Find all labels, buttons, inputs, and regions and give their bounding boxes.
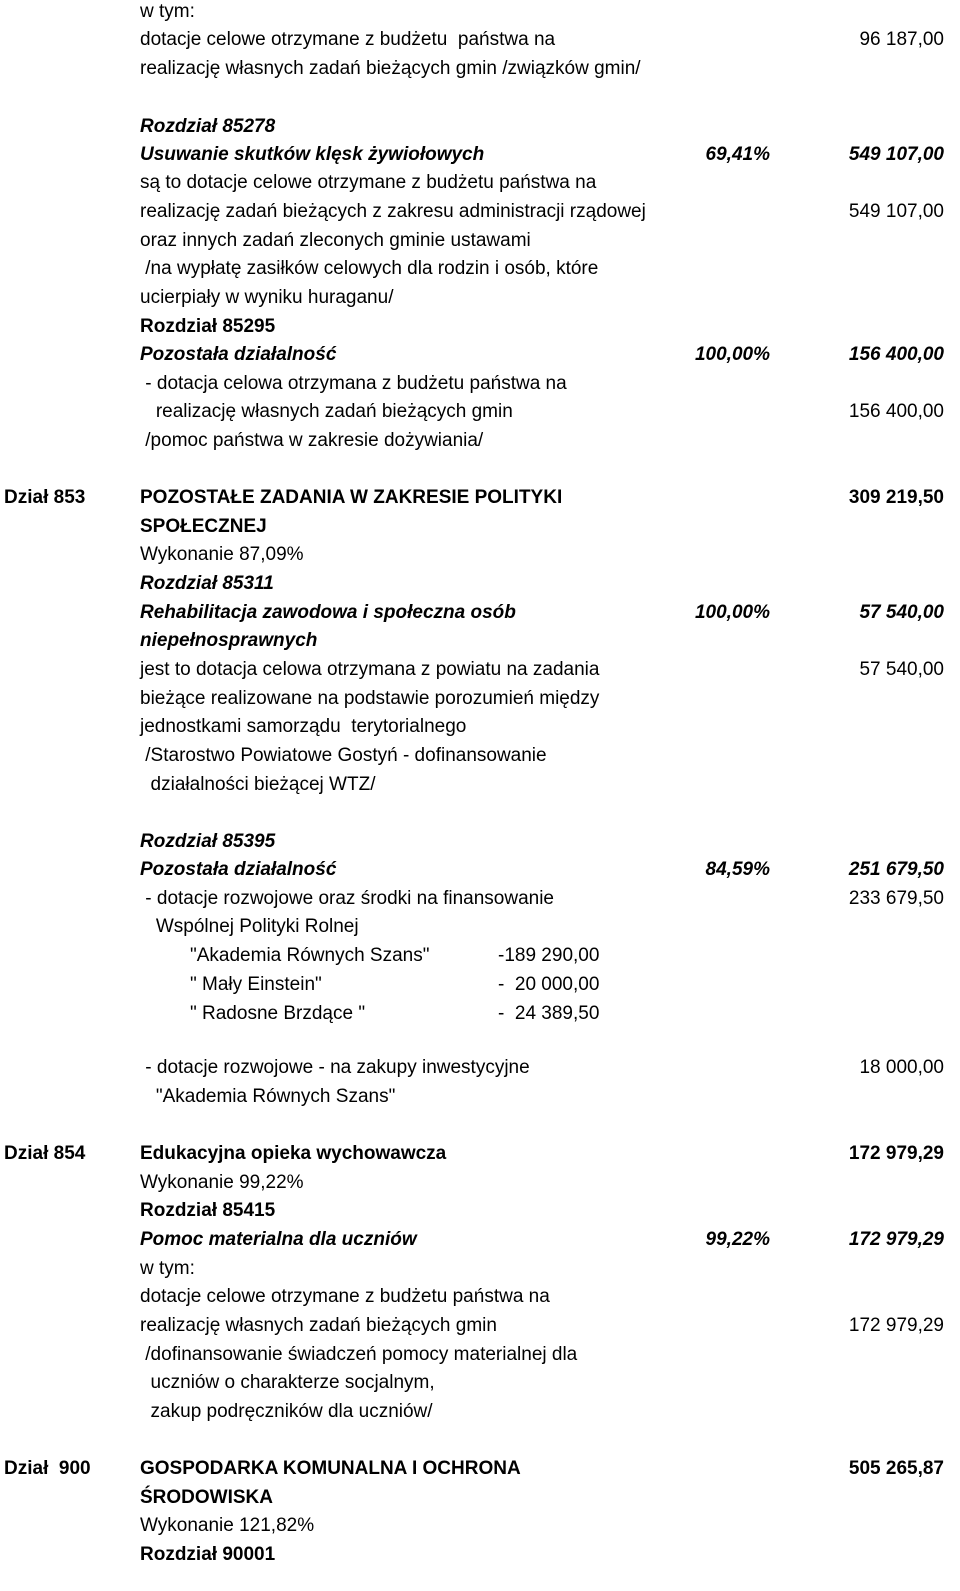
section-percent: 100,00% [694, 344, 770, 365]
amount: 172 979,29 [848, 1315, 944, 1336]
description-line: /dofinansowanie świadczeń pomocy materialnej dla [140, 1344, 578, 1365]
project-name: "Akademia Równych Szans" [190, 945, 430, 966]
description-line: uczniów o charakterze socjalnym, [140, 1372, 435, 1393]
project-value: - 20 000,00 [498, 974, 600, 995]
description-line: - dotacja celowa otrzymana z budżetu państwa na [140, 373, 567, 394]
section-total: 156 400,00 [848, 344, 944, 365]
description-line: /pomoc państwa w zakresie dożywiania/ [140, 430, 484, 451]
description-line: dotacje celowe otrzymane z budżetu państwa na [140, 29, 556, 50]
project-name: " Mały Einstein" [190, 974, 322, 995]
amount: 96 187,00 [859, 29, 944, 50]
description-line: "Akademia Równych Szans" [140, 1086, 396, 1107]
amount: 57 540,00 [859, 659, 944, 680]
description-line: dotacje celowe otrzymane z budżetu państwa na [140, 1286, 550, 1307]
section-total: 549 107,00 [848, 144, 944, 165]
description-line: - dotacje rozwojowe - na zakupy inwestycyjne [140, 1057, 530, 1078]
project-value: - 24 389,50 [498, 1003, 600, 1024]
description-line: bieżące realizowane na podstawie porozumień między [140, 688, 600, 709]
description-line: realizację własnych zadań bieżących gmin /związków gmin/ [140, 58, 641, 79]
section-title: Pomoc materialna dla uczniów [140, 1229, 417, 1250]
description-line: /Starostwo Powiatowe Gostyń - dofinansowanie [140, 745, 547, 766]
wykonanie-text: Wykonanie 121,82% [140, 1515, 315, 1536]
section-title: Rehabilitacja zawodowa i społeczna osób [140, 602, 516, 623]
w-tym-label: w tym: [140, 1, 195, 22]
description-line: realizację własnych zadań bieżących gmin [140, 401, 513, 422]
section-title: Usuwanie skutków klęsk żywiołowych [140, 144, 485, 165]
wykonanie-text: Wykonanie 99,22% [140, 1172, 304, 1193]
section-heading: Rozdział 85311 [140, 573, 274, 594]
dzial-title: GOSPODARKA KOMUNALNA I OCHRONA [140, 1458, 521, 1479]
dzial-title: Edukacyjna opieka wychowawcza [140, 1143, 447, 1164]
section-heading: Rozdział 85295 [140, 316, 276, 337]
description-line: jest to dotacja celowa otrzymana z powiatu na zadania [140, 659, 600, 680]
section-percent: 69,41% [705, 144, 770, 165]
section-heading: Rozdział 85278 [140, 116, 276, 137]
dzial-total: 505 265,87 [848, 1458, 944, 1479]
description-line: oraz innych zadań zleconych gminie ustawami [140, 230, 531, 251]
section-total: 57 540,00 [859, 602, 944, 623]
dzial-title: ŚRODOWISKA [140, 1487, 273, 1508]
section-percent: 100,00% [694, 602, 770, 623]
wykonanie-text: Wykonanie 87,09% [140, 544, 304, 565]
section-heading: Rozdział 85415 [140, 1200, 276, 1221]
section-heading: Rozdział 85395 [140, 831, 276, 852]
description-line: są to dotacje celowe otrzymane z budżetu państwa na [140, 172, 597, 193]
amount: 233 679,50 [848, 888, 944, 909]
description-line: zakup podręczników dla uczniów/ [140, 1401, 433, 1422]
description-line: ucierpiały w wyniku huraganu/ [140, 287, 394, 308]
dzial-label: Dział 854 [4, 1143, 86, 1164]
amount: 156 400,00 [848, 401, 944, 422]
section-heading: Rozdział 90001 [140, 1544, 276, 1565]
section-title: niepełnosprawnych [140, 630, 318, 651]
w-tym-label: w tym: [140, 1258, 195, 1279]
description-line: realizację zadań bieżących z zakresu administracji rządowej [140, 201, 646, 222]
dzial-title: SPOŁECZNEJ [140, 516, 267, 537]
description-line: jednostkami samorządu terytorialnego [140, 716, 467, 737]
project-value: -189 290,00 [498, 945, 600, 966]
dzial-total: 309 219,50 [848, 487, 944, 508]
description-line: działalności bieżącej WTZ/ [140, 774, 376, 795]
dzial-label: Dział 853 [4, 487, 86, 508]
dzial-total: 172 979,29 [848, 1143, 944, 1164]
section-total: 172 979,29 [848, 1229, 944, 1250]
section-percent: 84,59% [705, 859, 770, 880]
section-title: Pozostała działalność [140, 344, 337, 365]
dzial-label: Dział 900 [4, 1458, 91, 1479]
amount: 549 107,00 [848, 201, 944, 222]
section-percent: 99,22% [705, 1229, 770, 1250]
amount: 18 000,00 [859, 1057, 944, 1078]
description-line: /na wypłatę zasiłków celowych dla rodzin i osób, które [140, 258, 599, 279]
description-line: realizację własnych zadań bieżących gmin [140, 1315, 497, 1336]
section-title: Pozostała działalność [140, 859, 337, 880]
project-name: " Radosne Brzdące " [190, 1003, 366, 1024]
section-total: 251 679,50 [848, 859, 944, 880]
description-line: - dotacje rozwojowe oraz środki na finansowanie [140, 888, 554, 909]
description-line: Wspólnej Polityki Rolnej [140, 916, 359, 937]
dzial-title: POZOSTAŁE ZADANIA W ZAKRESIE POLITYKI [140, 487, 563, 508]
